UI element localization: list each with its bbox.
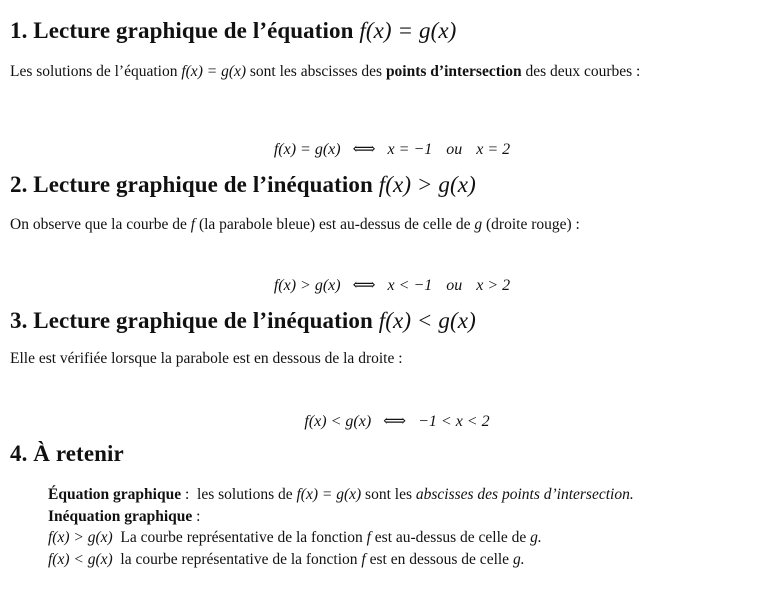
summary-equation-math: f(x) = g(x): [296, 486, 362, 503]
s2-eq-ou: ou: [446, 277, 463, 294]
section-1-title: 1. Lecture graphique de l’équation: [10, 18, 354, 43]
summary-row2-text-a: la courbe représentative de la fonction: [120, 550, 358, 568]
summary-inequation-colon: :: [196, 507, 201, 525]
summary-row-below: [48, 549, 718, 571]
s2-g: g: [474, 216, 483, 233]
s1-text-a: Les solutions de l’équation: [10, 63, 178, 80]
s1-text-c: des deux courbes :: [525, 63, 641, 80]
s1-eq-ou: ou: [446, 141, 463, 158]
section-3-paragraph: [10, 348, 756, 370]
s1-text-b: sont les abscisses des: [249, 63, 383, 80]
summary-row1-math: f(x) > g(x): [48, 529, 113, 546]
s2-eq-left: f(x) > g(x): [273, 277, 341, 294]
s3-eq-left: f(x) < g(x): [304, 413, 372, 430]
summary-row1-g: g.: [530, 529, 542, 546]
s2-text-b: (la parabole bleue) est au-dessus de celle de: [198, 216, 471, 233]
s3-eq-arrow: ⟺: [383, 413, 407, 430]
summary-row2-g: g.: [512, 550, 525, 568]
section-3-heading: [10, 308, 476, 334]
s1-inline-math: f(x) = g(x): [181, 63, 247, 80]
s1-eq-arrow: ⟺: [352, 141, 376, 158]
s2-eq-cond1: x < −1: [387, 277, 433, 294]
section-3-inequation: [5, 393, 776, 431]
summary-equation-text-b: sont les: [365, 486, 412, 503]
summary-equation-text-a: les solutions de: [197, 486, 293, 503]
summary-inequation-label: Inéquation graphique: [48, 507, 193, 525]
summary-row2-math: f(x) < g(x): [48, 550, 113, 568]
section-3-heading-math: f(x) < g(x): [378, 308, 476, 333]
summary-equation-italic: abscisses des points d’intersection.: [415, 486, 634, 503]
section-1-paragraph: [10, 61, 756, 83]
summary-equation: [48, 484, 718, 506]
summary-equation-label: Équation graphique: [48, 486, 182, 503]
section-4-title: 4. À retenir: [10, 441, 124, 466]
section-1-heading: [10, 18, 456, 44]
s2-text-c: (droite rouge) :: [486, 216, 580, 233]
summary-row1-text-b: est au-dessus de celle de: [374, 529, 527, 546]
summary-row1-text-a: La courbe représentative de la fonction: [120, 529, 363, 546]
section-2-paragraph: [10, 214, 756, 236]
summary-row2-f: f: [361, 550, 366, 568]
s2-eq-arrow: ⟺: [352, 277, 376, 294]
section-2-inequation: [0, 257, 776, 295]
summary-row2-text-b: est en dessous de celle: [369, 550, 510, 568]
s3-eq-right: −1 < x < 2: [418, 413, 490, 430]
summary-row1-f: f: [366, 529, 371, 546]
s1-eq-root1: x = −1: [387, 141, 433, 158]
s1-eq-root2: x = 2: [476, 141, 511, 158]
summary-inequation-label-line: [48, 506, 718, 528]
section-2-heading-math: f(x) > g(x): [378, 172, 476, 197]
summary-row-above: [48, 527, 718, 549]
s2-text-a: On observe que la courbe de: [10, 216, 187, 233]
section-1-heading-math: f(x) = g(x): [359, 18, 457, 43]
summary-box: [48, 484, 718, 570]
section-4-heading: [10, 441, 124, 467]
summary-equation-colon: :: [184, 486, 190, 503]
section-2-title: 2. Lecture graphique de l’inéquation: [10, 172, 373, 197]
section-1-equation: [0, 121, 776, 159]
s2-eq-cond2: x > 2: [476, 277, 511, 294]
section-3-title: 3. Lecture graphique de l’inéquation: [10, 308, 373, 333]
s2-f: f: [190, 216, 196, 233]
s1-bold-term: points d’intersection: [385, 63, 522, 80]
section-2-heading: [10, 172, 476, 198]
s3-text: Elle est vérifiée lorsque la parabole est en dessous de la droite :: [10, 350, 403, 367]
s1-eq-left: f(x) = g(x): [273, 141, 341, 158]
